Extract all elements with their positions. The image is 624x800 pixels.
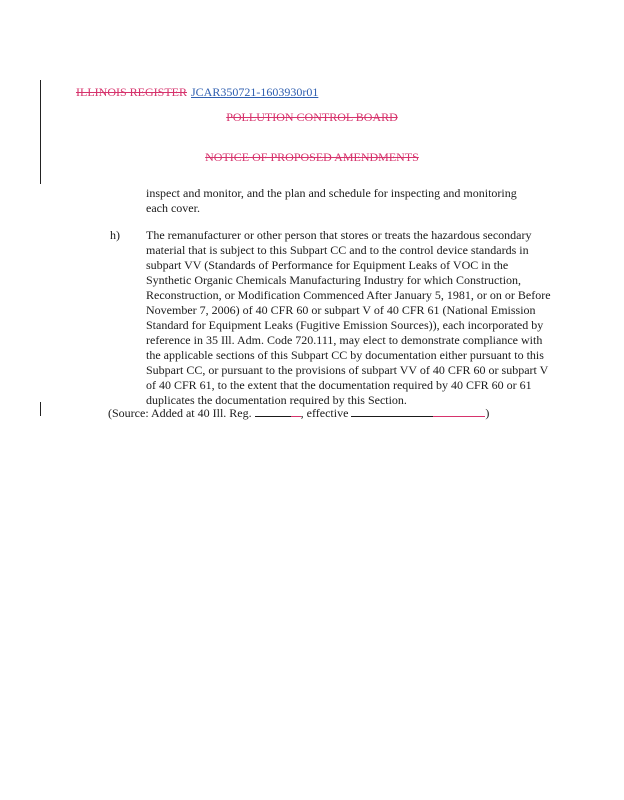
source-note [108,406,489,421]
change-bar-top [40,80,41,184]
continuation-paragraph: inspect and monitor, and the plan and schedule for inspecting and monitoring each cover. [146,186,517,215]
notice-title: NOTICE OF PROPOSED AMENDMENTS [205,150,419,164]
register-page-blank [255,406,291,417]
source-close: ) [485,406,490,420]
board-title: POLLUTION CONTROL BOARD [226,110,398,124]
change-bar-bottom [40,402,41,416]
item-h-paragraph: The remanufacturer or other person that stores or treats the hazardous secondary material that is subject to this Subpart CC and to the control device standards in subpart VV (Standards of Performance for Equipment Leaks of VOC in the Synthetic Organic Chemicals Manufacturing Industry for which Construction, Reconstruction, or Modification Commenced After January 5, 1981, or on or Before November 7, 2006) of 40 CFR 60 or subpart V of 40 CFR 61 (National Emission Standard for Equipment Leaks (Fugitive Emission Sources)), each incorporated by reference in 35 Ill. Adm. Code 720.111, may elect to demonstrate compliance with the applicable sections of this Subpart CC by documentation either pursuant to this Subpart CC, or pursuant to the provisions of subpart VV of 40 CFR 60 or subpart V of 40 CFR 61, to the extent that the documentation required by 40 CFR 60 or 61 duplicates the documentation required by this Section. [146,228,551,407]
effective-date-blank [351,406,433,417]
item-h-label: h) [110,228,120,242]
register-struck-text: ILLINOIS REGISTER [76,85,187,99]
register-page-blank-inserted [291,406,301,417]
source-effective: , effective [300,406,349,420]
effective-date-blank-inserted [433,406,485,417]
register-header [76,85,318,100]
register-inserted-text: JCAR350721-1603930r01 [191,85,319,99]
source-prefix: (Source: Added at 40 Ill. Reg. [108,406,252,420]
